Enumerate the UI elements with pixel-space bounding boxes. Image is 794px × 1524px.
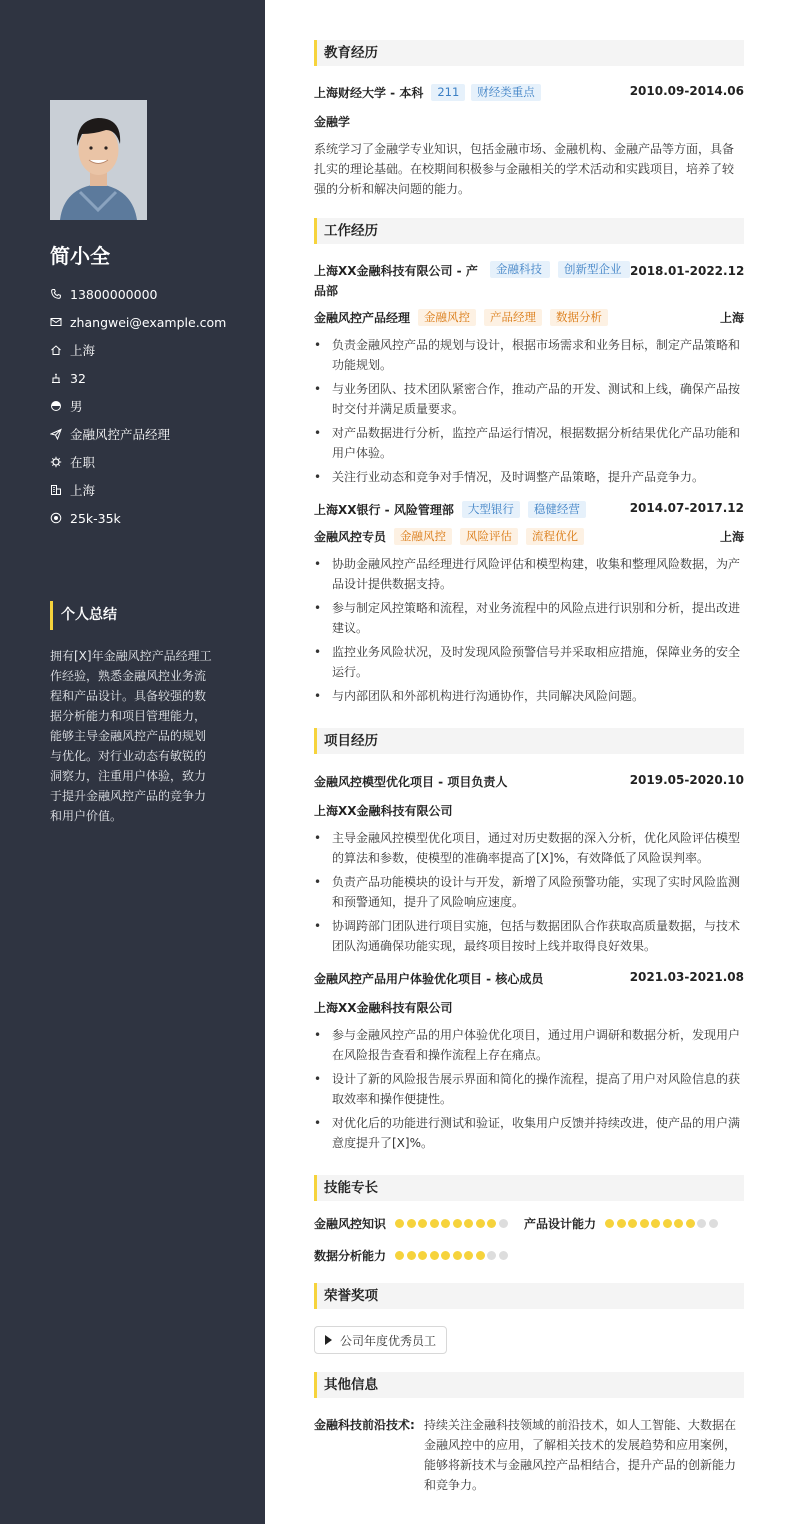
main-content — [314, 40, 744, 1495]
job-bullets — [314, 335, 744, 487]
skill-level-dots — [605, 1219, 720, 1228]
other-title: 其他信息 — [314, 1372, 744, 1398]
project-org: 上海XX金融科技有限公司 — [314, 804, 453, 818]
job-company: 上海XX金融科技有限公司 - 产品部 — [314, 264, 478, 298]
skill-dot-empty — [499, 1219, 508, 1228]
skill-name: 数据分析能力 — [314, 1248, 387, 1263]
job-role: 金融风控专员 — [314, 530, 387, 544]
info-email-text: zhangwei@example.com — [70, 314, 227, 330]
project-bullet: • 对优化后的功能进行测试和验证，收集用户反馈并持续改进，使产品的用户满意度提升了[X]%。 — [314, 1113, 744, 1153]
award-item — [314, 1326, 447, 1354]
skill-dot-filled — [476, 1251, 485, 1260]
job-bullet: • 与内部团队和外部机构进行沟通协作，共同解决风险问题。 — [314, 686, 744, 706]
skill-dot-filled — [395, 1251, 404, 1260]
skill-item — [524, 1215, 720, 1232]
education-tag: 211 — [431, 84, 465, 101]
info-location-text: 上海 — [70, 343, 96, 358]
skill-item — [314, 1247, 510, 1264]
skill-dot-empty — [697, 1219, 706, 1228]
info-email — [50, 308, 226, 336]
skills-row — [314, 1245, 744, 1265]
project-bullets — [314, 828, 744, 956]
info-status-text: 在职 — [70, 455, 96, 470]
info-target-job-text: 金融风控产品经理 — [70, 427, 171, 442]
skill-dot-filled — [407, 1251, 416, 1260]
job-bullet: • 监控业务风险状况，及时发现风险预警信号并采取相应措施，保障业务的安全运行。 — [314, 642, 744, 682]
info-gender-text: 男 — [70, 399, 83, 414]
job-bullet: • 关注行业动态和竞争对手情况，及时调整产品策略，提升产品竞争力。 — [314, 467, 744, 487]
skill-dot-filled — [430, 1251, 439, 1260]
info-target-city — [50, 476, 226, 504]
info-location — [50, 336, 226, 364]
skill-name: 产品设计能力 — [524, 1216, 597, 1231]
job-bullet: • 协助金融风控产品经理进行风险评估和模型构建，收集和整理风险数据，为产品设计提供数据支持。 — [314, 554, 744, 594]
project-bullet: • 协调跨部门团队进行项目实施，包括与数据团队合作获取高质量数据，与技术团队沟通确保功能实现，最终项目按时上线并取得良好效果。 — [314, 916, 744, 956]
skill-dot-filled — [617, 1219, 626, 1228]
skill-dot-filled — [640, 1219, 649, 1228]
summary-title: 个人总结 — [50, 601, 117, 630]
project-bullets — [314, 1025, 744, 1153]
skill-dot-filled — [686, 1219, 695, 1228]
job-city: 上海 — [719, 311, 744, 325]
skill-dot-filled — [487, 1219, 496, 1228]
contact-info-list — [50, 280, 226, 532]
project-header — [314, 773, 744, 790]
status-icon — [50, 456, 62, 468]
skill-dot-filled — [674, 1219, 683, 1228]
awards-title: 荣誉奖项 — [314, 1283, 744, 1309]
job-role-tag: 金融风控 — [394, 528, 452, 545]
project-entry — [314, 773, 744, 956]
job-role-tag: 数据分析 — [550, 309, 608, 326]
job-role-tag: 金融风控 — [418, 309, 476, 326]
phone-icon — [50, 288, 62, 300]
project-bullet: • 负责产品功能模块的设计与开发，新增了风险预警功能，实现了实时风险监测和预警通知，提升了风险响应速度。 — [314, 872, 744, 912]
job-role-row — [314, 528, 744, 545]
send-icon — [50, 428, 62, 440]
info-gender — [50, 392, 226, 420]
summary-text: 拥有[X]年金融风控产品经理工作经验，熟悉金融风控业务流程和产品设计。具备较强的数据分析能力和项目管理能力，能够主导金融风控产品的规划与优化。对行业动态有敏锐的洞察力，注重用户体验，致力于提升金融风控产品的竞争力和用户价值。 — [50, 649, 212, 823]
education-title: 教育经历 — [314, 40, 744, 66]
avatar — [50, 100, 147, 220]
skill-name: 金融风控知识 — [314, 1216, 387, 1231]
play-triangle-icon — [325, 1335, 332, 1345]
project-org: 上海XX金融科技有限公司 — [314, 1001, 453, 1015]
skill-dot-filled — [628, 1219, 637, 1228]
skill-dot-filled — [651, 1219, 660, 1228]
skill-dot-filled — [663, 1219, 672, 1228]
award-text: 公司年度优秀员工 — [340, 1333, 437, 1348]
job-company-tag: 创新型企业 — [558, 261, 630, 278]
mail-icon — [50, 316, 62, 328]
info-phone — [50, 280, 226, 308]
skill-dot-filled — [395, 1219, 404, 1228]
info-salary-text: 25k-35k — [70, 510, 121, 526]
info-age-text: 32 — [70, 370, 86, 386]
job-company-tag: 大型银行 — [462, 501, 520, 518]
project-date: 2019.05-2020.10 — [629, 773, 744, 787]
skill-dot-filled — [407, 1219, 416, 1228]
job-role-tag: 产品经理 — [484, 309, 542, 326]
job-city: 上海 — [719, 530, 744, 544]
job-bullet: • 与业务团队、技术团队紧密合作，推动产品的开发、测试和上线，确保产品按时交付并满足质量要求。 — [314, 379, 744, 419]
skills-title: 技能专长 — [314, 1175, 744, 1201]
job-header — [314, 501, 744, 518]
info-age — [50, 364, 226, 392]
home-icon — [50, 344, 62, 356]
job-date: 2014.07-2017.12 — [629, 501, 744, 515]
education-desc: 系统学习了金融学专业知识，包括金融市场、金融机构、金融产品等方面，具备扎实的理论基础。在校期间积极参与金融相关的学术活动和实践项目，培养了较强的分析和解决问题的能力。 — [314, 142, 735, 196]
skill-dot-filled — [453, 1219, 462, 1228]
info-salary — [50, 504, 226, 532]
age-icon — [50, 372, 62, 384]
sidebar — [0, 0, 265, 1524]
education-date: 2010.09-2014.06 — [629, 84, 744, 98]
skill-level-dots — [395, 1219, 510, 1228]
project-name: 金融风控模型优化项目 - 项目负责人 — [314, 775, 508, 789]
awards-list — [314, 1326, 744, 1354]
job-role-tag: 流程优化 — [526, 528, 584, 545]
job-entry — [314, 261, 744, 487]
job-bullet: • 对产品数据进行分析，监控产品运行情况，根据数据分析结果优化产品功能和用户体验。 — [314, 423, 744, 463]
skill-item — [314, 1215, 510, 1232]
projects-title: 项目经历 — [314, 728, 744, 754]
skill-dot-filled — [441, 1219, 450, 1228]
project-bullet: • 参与金融风控产品的用户体验优化项目，通过用户调研和数据分析，发现用户在风险报告查看和操作流程上存在痛点。 — [314, 1025, 744, 1065]
skill-dot-filled — [453, 1251, 462, 1260]
info-status — [50, 448, 226, 476]
skill-dot-empty — [709, 1219, 718, 1228]
education-major: 金融学 — [314, 115, 351, 129]
other-value: 持续关注金融科技领域的前沿技术，如人工智能、大数据在金融风控中的应用，了解相关技术的发展趋势和应用案例，能够将新技术与金融风控产品相结合，提升产品的创新能力和竞争力。 — [424, 1418, 737, 1492]
skill-dot-filled — [430, 1219, 439, 1228]
job-company: 上海XX银行 - 风险管理部 — [314, 503, 454, 517]
job-entry — [314, 501, 744, 706]
skill-dot-filled — [464, 1251, 473, 1260]
skill-dot-filled — [476, 1219, 485, 1228]
work-title: 工作经历 — [314, 218, 744, 244]
project-bullet: • 设计了新的风险报告展示界面和简化的操作流程，提高了用户对风险信息的获取效率和操作便捷性。 — [314, 1069, 744, 1109]
info-phone-text: 13800000000 — [70, 286, 158, 302]
project-date: 2021.03-2021.08 — [629, 970, 744, 984]
job-company-tag: 金融科技 — [490, 261, 550, 278]
skill-dot-empty — [499, 1251, 508, 1260]
skill-level-dots — [395, 1251, 510, 1260]
education-tag: 财经类重点 — [471, 84, 541, 101]
job-role: 金融风控产品经理 — [314, 311, 411, 325]
project-name: 金融风控产品用户体验优化项目 - 核心成员 — [314, 972, 544, 986]
job-header — [314, 261, 744, 301]
project-bullet: • 主导金融风控模型优化项目，通过对历史数据的深入分析，优化风险评估模型的算法和参数，使模型的准确率提高了[X]%，有效降低了风险误判率。 — [314, 828, 744, 868]
skill-dot-filled — [464, 1219, 473, 1228]
skill-dot-filled — [418, 1219, 427, 1228]
job-bullet: • 负责金融风控产品的规划与设计，根据市场需求和业务目标，制定产品策略和功能规划。 — [314, 335, 744, 375]
skills-row — [314, 1213, 744, 1233]
skill-dot-filled — [605, 1219, 614, 1228]
project-entry — [314, 970, 744, 1153]
education-header — [314, 84, 744, 101]
project-header — [314, 970, 744, 987]
gender-icon — [50, 400, 62, 412]
skill-dot-empty — [487, 1251, 496, 1260]
other-key: 金融科技前沿技术: — [314, 1418, 415, 1432]
salary-icon — [50, 512, 62, 524]
education-school: 上海财经大学 - 本科 — [314, 86, 424, 100]
skill-dot-filled — [441, 1251, 450, 1260]
building-icon — [50, 484, 62, 496]
job-bullet: • 参与制定风控策略和流程，对业务流程中的风险点进行识别和分析，提出改进建议。 — [314, 598, 744, 638]
job-bullets — [314, 554, 744, 706]
info-target-job — [50, 420, 226, 448]
job-role-tag: 风险评估 — [460, 528, 518, 545]
profile-name: 简小全 — [50, 244, 110, 268]
job-date: 2018.01-2022.12 — [630, 264, 745, 278]
job-role-row — [314, 309, 744, 326]
job-company-tag: 稳健经营 — [528, 501, 586, 518]
other-item — [314, 1415, 744, 1495]
info-target-city-text: 上海 — [70, 483, 96, 498]
skill-dot-filled — [418, 1251, 427, 1260]
